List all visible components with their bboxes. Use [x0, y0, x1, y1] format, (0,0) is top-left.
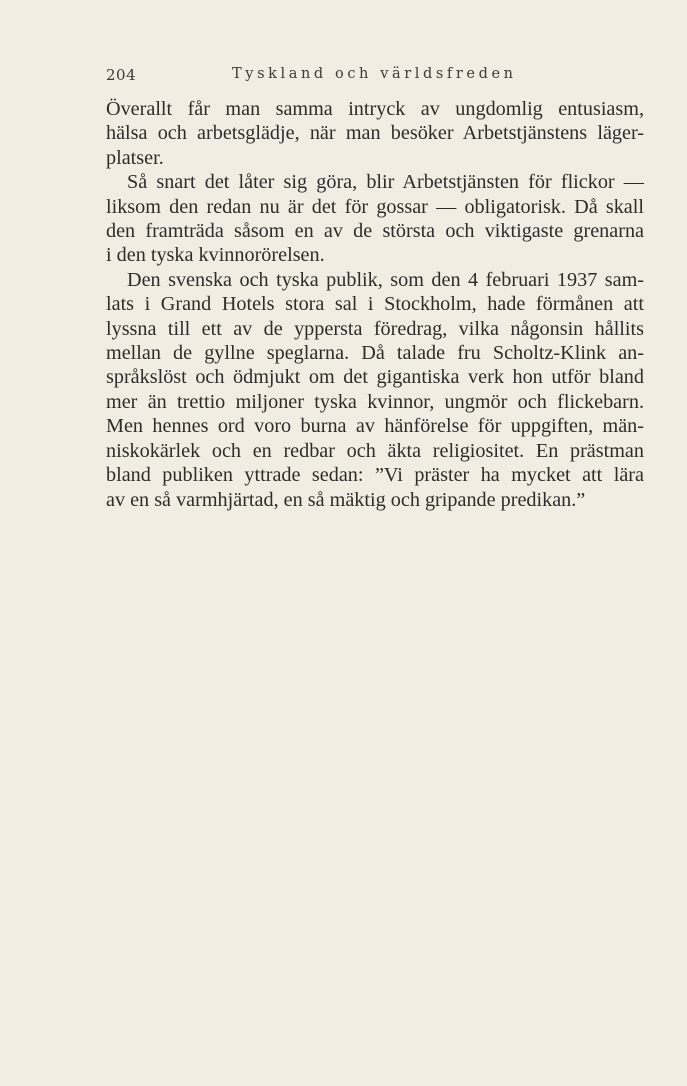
text-line: lyssna till ett av de yppersta föredrag, vilka någonsin hållits	[106, 317, 644, 340]
text-line: i den tyska kvinnorörelsen.	[106, 244, 325, 267]
body-text	[106, 97, 644, 512]
text-line: hälsa och arbetsglädje, när man besöker Arbetstjänstens läger-	[106, 122, 644, 145]
paragraph-2	[106, 170, 644, 268]
running-title: Tyskland och världsfreden	[232, 66, 517, 82]
text-line: niskokärlek och en redbar och äkta religiositet. En prästman	[106, 439, 644, 462]
running-head	[106, 66, 644, 90]
text-line: liksom den redan nu är det för gossar — obligatorisk. Då skall	[106, 195, 644, 218]
text-line: språkslöst och ödmjukt om det gigantiska verk hon utför bland	[106, 366, 644, 389]
text-line: Överallt får man samma intryck av ungdomlig entusiasm,	[106, 98, 644, 120]
text-line: lats i Grand Hotels stora sal i Stockholm, hade förmånen att	[106, 293, 644, 316]
text-line: Men hennes ord voro burna av hänförelse för uppgiften, män-	[106, 415, 644, 438]
text-line: av en så varmhjärtad, en så mäktig och gripande predikan.”	[106, 488, 586, 511]
text-line: den framträda såsom en av de största och viktigaste grenarna	[106, 220, 644, 243]
text-line: mer än trettio miljoner tyska kvinnor, ungmör och flickebarn.	[106, 390, 644, 413]
page-number: 204	[106, 66, 137, 84]
paragraph-1	[106, 97, 644, 170]
text-line: Så snart det låter sig göra, blir Arbetstjänsten för flickor —	[127, 171, 644, 194]
text-line: mellan de gyllne speglarna. Då talade fru Scholtz-Klink an-	[106, 342, 644, 365]
text-line: bland publiken yttrade sedan: ”Vi präster ha mycket att lära	[106, 464, 644, 487]
text-line: platser.	[106, 146, 164, 169]
paragraph-3	[106, 268, 644, 512]
text-line: Den svenska och tyska publik, som den 4 februari 1937 sam-	[127, 268, 644, 291]
